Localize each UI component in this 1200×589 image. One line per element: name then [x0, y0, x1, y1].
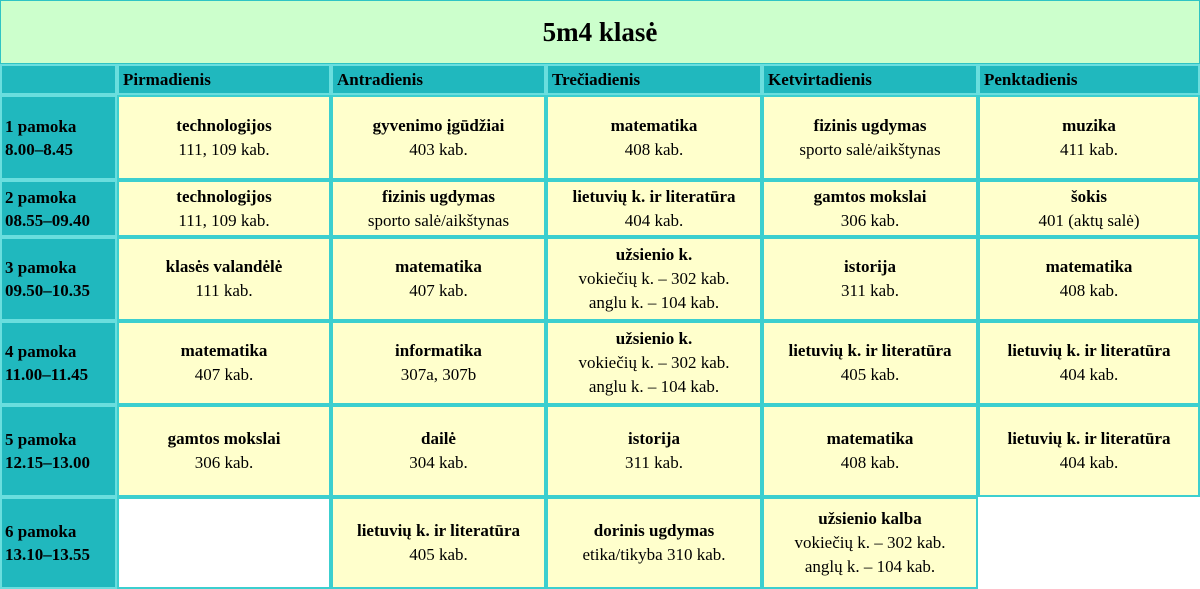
lesson-cell: [546, 497, 762, 589]
day-header: Antradienis: [331, 64, 546, 95]
lesson-subject: dailė: [421, 429, 456, 448]
lesson-subject: matematika: [180, 341, 268, 360]
lesson-subject: technologijos: [176, 115, 272, 135]
lesson-room: 411 kab.: [1060, 139, 1118, 159]
lesson-cell: [978, 497, 1200, 589]
lesson-cell: [762, 237, 978, 321]
lesson-cell: [978, 405, 1200, 497]
lesson-cell: [546, 95, 762, 180]
lesson-cell: [117, 180, 331, 237]
lesson-room: 408 kab.: [624, 139, 684, 159]
period-name: 1 pamoka: [5, 116, 77, 136]
lesson-room: vokiečių k. – 302 kab.: [794, 533, 946, 552]
lesson-subject: matematika: [1045, 257, 1133, 276]
lesson-room: anglu k. – 104 kab.: [588, 377, 720, 396]
lesson-room: 404 kab.: [624, 210, 684, 230]
lesson-cell: [117, 237, 331, 321]
lesson-cell: [117, 405, 331, 497]
day-header: Trečiadienis: [546, 64, 762, 95]
header-corner: [0, 64, 117, 95]
lesson-room: 311 kab.: [625, 453, 683, 472]
lesson-subject: užsienio k.: [615, 245, 693, 264]
lesson-subject: šokis: [1071, 186, 1107, 206]
lesson-room: 111 kab.: [195, 281, 253, 300]
lesson-room: 306 kab.: [840, 210, 900, 230]
lesson-subject: technologijos: [176, 186, 272, 206]
lesson-cell: [117, 321, 331, 405]
lesson-cell: [978, 321, 1200, 405]
lesson-subject: lietuvių k. ir literatūra: [1007, 341, 1171, 360]
lesson-room: 111, 109 kab.: [178, 139, 270, 159]
lesson-subject: klasės valandėlė: [165, 257, 283, 276]
lesson-subject: lietuvių k. ir literatūra: [1007, 429, 1171, 448]
lesson-room: anglų k. – 104 kab.: [804, 557, 936, 576]
period-name: 4 pamoka: [5, 342, 77, 361]
lesson-room: 401 (aktų salė): [1038, 210, 1140, 230]
lesson-cell: [762, 95, 978, 180]
period-name: 5 pamoka: [5, 430, 77, 449]
lesson-cell: [546, 405, 762, 497]
lesson-cell: [762, 497, 978, 589]
lesson-subject: gamtos mokslai: [167, 429, 281, 448]
lesson-cell: [978, 95, 1200, 180]
lesson-room: 408 kab.: [1059, 281, 1119, 300]
period-time: 13.10–13.55: [5, 545, 90, 564]
lesson-cell: [762, 321, 978, 405]
period-cell: [0, 237, 117, 321]
lesson-room: 405 kab.: [409, 545, 468, 564]
period-cell: [0, 321, 117, 405]
title-bar: [0, 0, 1200, 64]
lesson-subject: gyvenimo įgūdžiai: [372, 115, 505, 135]
period-cell: [0, 497, 117, 589]
period-name: 3 pamoka: [5, 258, 77, 277]
lesson-room: sporto salė/aikštynas: [367, 210, 510, 230]
period-time: 08.55–09.40: [5, 210, 90, 230]
lesson-subject: užsienio kalba: [818, 509, 922, 528]
lesson-room: 111, 109 kab.: [178, 210, 270, 230]
period-time: 09.50–10.35: [5, 281, 90, 300]
period-name: 2 pamoka: [5, 187, 77, 207]
lesson-room: anglu k. – 104 kab.: [588, 293, 720, 312]
lesson-subject: informatika: [395, 341, 482, 360]
lesson-subject: gamtos mokslai: [813, 186, 927, 206]
lesson-cell: [331, 321, 546, 405]
lesson-subject: dorinis ugdymas: [593, 521, 715, 540]
period-time: 12.15–13.00: [5, 453, 90, 472]
lesson-cell: [117, 95, 331, 180]
lesson-subject: istorija: [844, 257, 896, 276]
lesson-cell: [331, 405, 546, 497]
lesson-cell: [331, 237, 546, 321]
period-time: 8.00–8.45: [5, 139, 73, 159]
lesson-cell: [331, 95, 546, 180]
lesson-room: 404 kab.: [1059, 365, 1119, 384]
period-time: 11.00–11.45: [5, 365, 89, 384]
lesson-cell: [978, 237, 1200, 321]
lesson-cell: [331, 497, 546, 589]
lesson-subject: muzika: [1062, 115, 1116, 135]
day-header: Penktadienis: [978, 64, 1200, 95]
lesson-room: 403 kab.: [409, 139, 468, 159]
lesson-cell: [762, 405, 978, 497]
day-header: Ketvirtadienis: [762, 64, 978, 95]
lesson-room: 311 kab.: [841, 281, 899, 300]
lesson-subject: matematika: [610, 115, 698, 135]
lesson-subject: matematika: [395, 257, 482, 276]
lesson-cell: [546, 321, 762, 405]
lesson-subject: matematika: [826, 429, 914, 448]
lesson-room: sporto salė/aikštynas: [799, 139, 941, 159]
lesson-room: 307a, 307b: [400, 365, 477, 384]
period-cell: [0, 180, 117, 237]
lesson-room: 404 kab.: [1059, 453, 1119, 472]
period-name: 6 pamoka: [5, 522, 77, 541]
lesson-subject: lietuvių k. ir literatūra: [572, 186, 736, 206]
lesson-subject: lietuvių k. ir literatūra: [788, 341, 952, 360]
lesson-room: vokiečių k. – 302 kab.: [578, 269, 730, 288]
lesson-room: 306 kab.: [194, 453, 254, 472]
lesson-room: 405 kab.: [840, 365, 900, 384]
lesson-subject: istorija: [628, 429, 680, 448]
lesson-cell: [546, 237, 762, 321]
lesson-room: 408 kab.: [840, 453, 900, 472]
lesson-room: etika/tikyba 310 kab.: [582, 545, 726, 564]
lesson-room: 407 kab.: [409, 281, 468, 300]
lesson-cell: [117, 497, 331, 589]
lesson-subject: fizinis ugdymas: [813, 115, 927, 135]
period-cell: [0, 405, 117, 497]
lesson-subject: užsienio k.: [615, 329, 693, 348]
lesson-cell: [546, 180, 762, 237]
day-header: Pirmadienis: [117, 64, 331, 95]
lesson-room: 304 kab.: [409, 453, 468, 472]
lesson-room: vokiečių k. – 302 kab.: [578, 353, 730, 372]
lesson-cell: [331, 180, 546, 237]
timetable: [0, 64, 1200, 589]
lesson-room: 407 kab.: [194, 365, 254, 384]
lesson-subject: lietuvių k. ir literatūra: [356, 521, 521, 540]
lesson-cell: [762, 180, 978, 237]
page-title: 5m4 klasė: [542, 16, 658, 47]
lesson-cell: [978, 180, 1200, 237]
lesson-subject: fizinis ugdymas: [382, 186, 495, 206]
period-cell: [0, 95, 117, 180]
